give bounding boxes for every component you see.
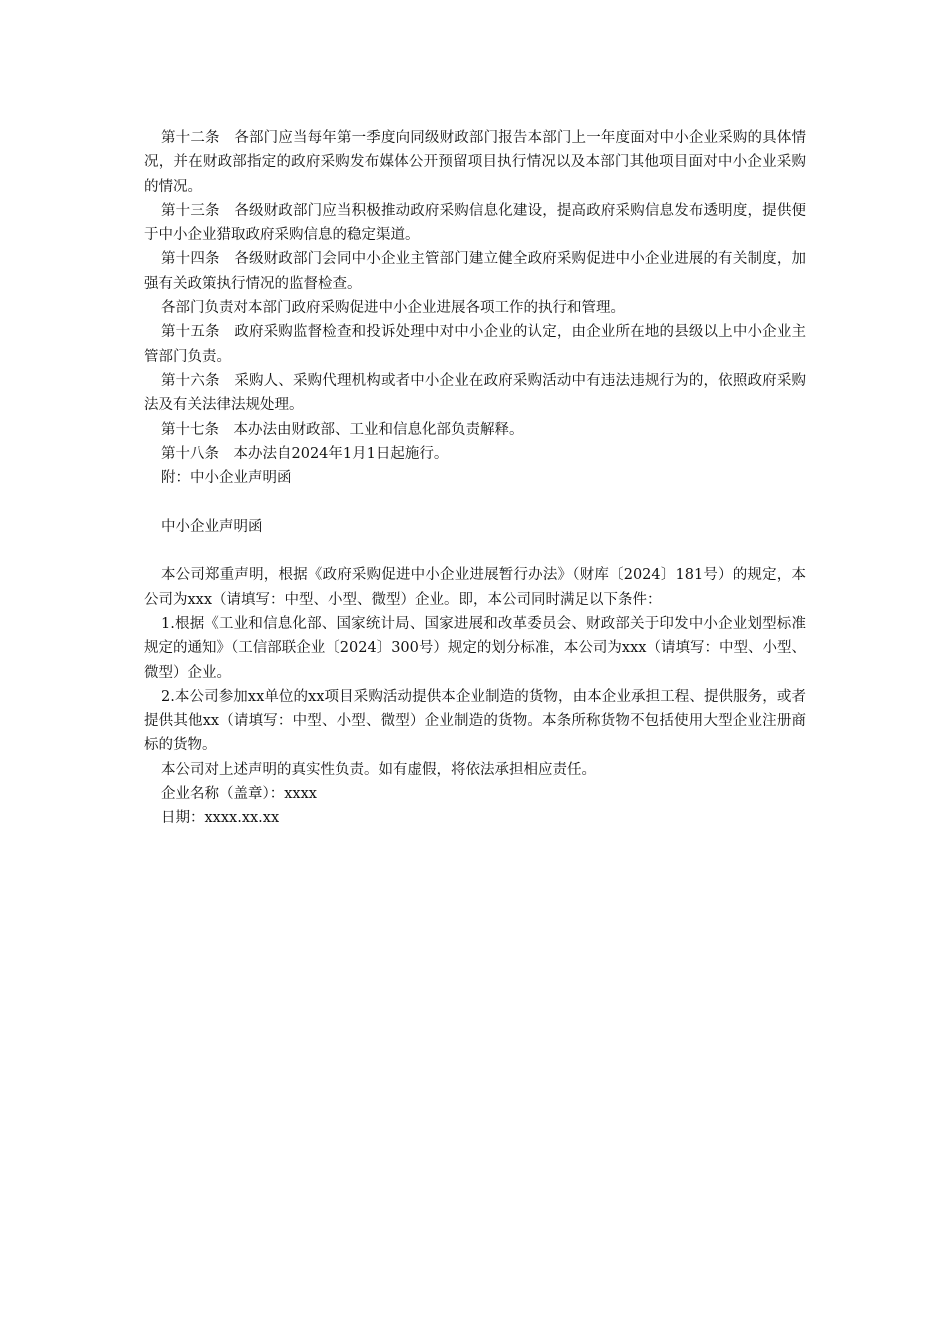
appendix-title: 中小企业声明函 <box>161 518 263 535</box>
article-15: 第十五条 政府采购监督检查和投诉处理中对中小企业的认定，由企业所在地的县级以上中小企业主管部门负责。 <box>144 324 806 365</box>
spacer <box>144 539 806 563</box>
article-12: 第十二条 各部门应当每年第一季度向同级财政部门报告本部门上一年度面对中小企业采购的具体情况，并在财政部指定的政府采购发布媒体公开预留项目执行情况以及本部门其他项目面对中小企业采购的情况。 <box>144 130 806 195</box>
date-line: 日期：xxxx.xx.xx <box>161 810 280 827</box>
article-17: 第十七条 本办法由财政部、工业和信息化部负责解释。 <box>161 421 524 438</box>
article-13: 第十三条 各级财政部门应当积极推动政府采购信息化建设，提高政府采购信息发布透明度，提供便于中小企业猎取政府采购信息的稳定渠道。 <box>144 202 806 244</box>
article-18: 第十八条 本办法自2024年1月1日起施行。 <box>161 445 449 462</box>
article-14: 第十四条 各级财政部门会同中小企业主管部门建立健全政府采购促进中小企业进展的有关制度，加强有关政策执行情况的监督检查。 <box>144 251 806 292</box>
spacer <box>144 490 806 514</box>
declaration-responsibility: 本公司对上述声明的真实性负责。如有虚假，将依法承担相应责任。 <box>161 761 596 778</box>
company-name-line: 企业名称（盖章）：xxxx <box>161 786 317 803</box>
document-page <box>144 126 806 831</box>
article-16: 第十六条 采购人、采购代理机构或者中小企业在政府采购活动中有违法违规行为的，依照政府采购法及有关法律法规处理。 <box>144 372 806 414</box>
article-14-paragraph-2: 各部门负责对本部门政府采购促进中小企业进展各项工作的执行和管理。 <box>161 300 625 317</box>
appendix-note: 附：中小企业声明函 <box>161 470 292 487</box>
declaration-intro: 本公司郑重声明，根据《政府采购促进中小企业进展暂行办法》（财库〔2024〕181号）的规定，本公司为xxx（请填写：中型、小型、微型）企业。即，本公司同时满足以下条件： <box>144 567 806 608</box>
declaration-condition-2: 2.本公司参加xx单位的xx项目采购活动提供本企业制造的货物，由本企业承担工程、提供服务，或者提供其他xx（请填写：中型、小型、微型）企业制造的货物。本条所称货物不包括使用大型企业注册商标的货物。 <box>144 688 806 754</box>
declaration-condition-1: 1.根据《工业和信息化部、国家统计局、国家进展和改革委员会、财政部关于印发中小企业划型标准规定的通知》（工信部联企业〔2024〕300号）规定的划分标准，本公司为xxx（请填写：中型、小型、微型）企业。 <box>144 615 806 681</box>
